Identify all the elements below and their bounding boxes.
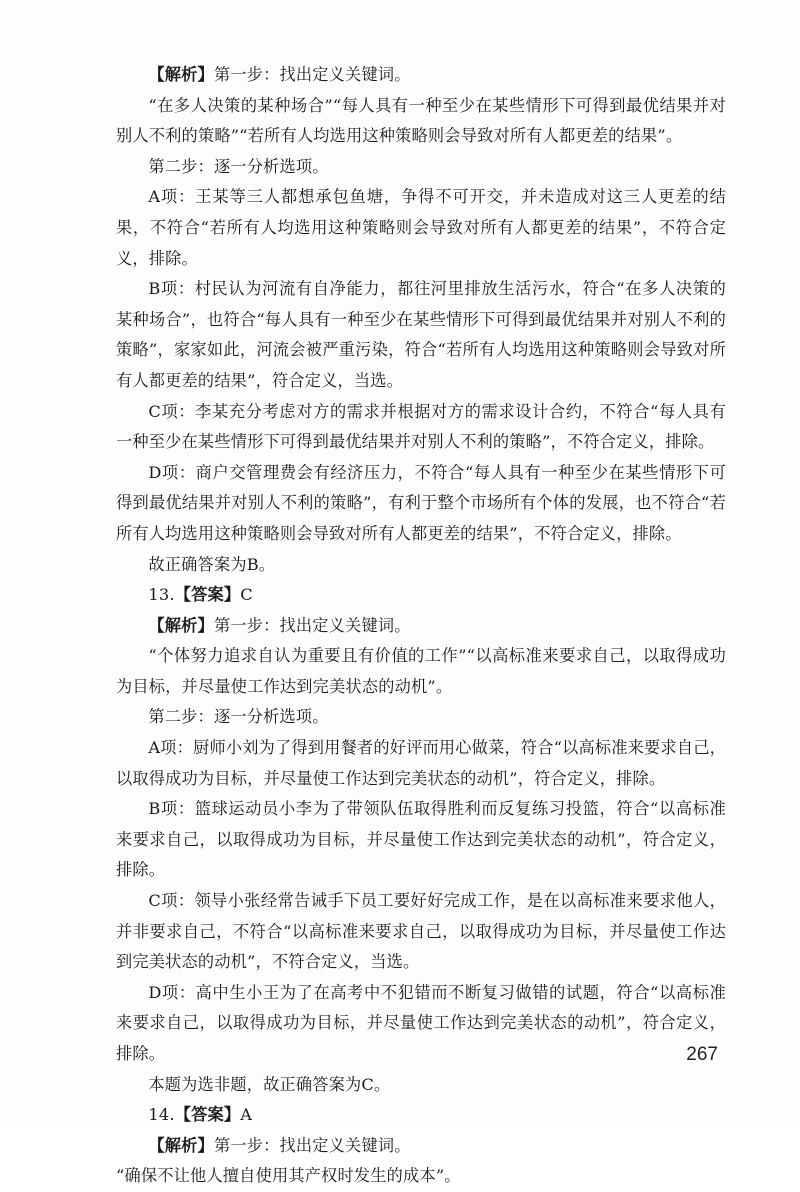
step-heading: 第二步：逐一分析选项。 bbox=[148, 707, 329, 727]
step-heading: 第二步：逐一分析选项。 bbox=[148, 156, 329, 176]
option-b-paragraph: B项：村民认为河流有自净能力，都往河里排放生活污水，符合“在多人决策的某种场合”，也符合“每人具有一种至少在某些情形下可得到最优结果并对别人不利的策略”，家家如此，河流会被严重污染，符合“若所有人均选用这种策略则会导致对所有人都更差的结果”，符合定义，当选。 bbox=[116, 279, 726, 390]
analysis-line bbox=[116, 60, 726, 91]
answer-line bbox=[116, 1100, 726, 1131]
option-b-paragraph: B项：篮球运动员小李为了带领队伍取得胜利而反复练习投篮，符合“以高标准来要求自己，以取得成功为目标，并尽量使工作达到完美状态的动机”，符合定义，排除。 bbox=[116, 799, 726, 880]
answer-value: A bbox=[240, 1105, 253, 1125]
answer-value: C bbox=[240, 585, 253, 605]
keyword-paragraph: “确保不让他人擅自使用其产权时发生的成本”。 bbox=[116, 1166, 461, 1186]
question-number: 13. bbox=[148, 585, 175, 605]
analysis-tag: 【解析】 bbox=[148, 65, 214, 84]
option-a-paragraph: A项：厨师小刘为了得到用餐者的好评而用心做菜，符合“以高标准来要求自己，以取得成功为目标，并尽量使工作达到完美状态的动机”，符合定义，排除。 bbox=[116, 738, 726, 788]
analysis-text: 第一步：找出定义关键词。 bbox=[213, 615, 411, 635]
option-d-paragraph: D项：商户交管理费会有经济压力，不符合“每人具有一种至少在某些情形下可得到最优结果并对别人不利的策略”，有利于整个市场所有个体的发展，也不符合“若所有人均选用这种策略则会导致对所有人都更差的结果”，不符合定义，排除。 bbox=[116, 462, 726, 543]
analysis-line bbox=[116, 611, 726, 642]
analysis-tag: 【解析】 bbox=[148, 1135, 214, 1155]
option-c-paragraph: C项：李某充分考虑对方的需求并根据对方的需求设计合约，不符合“每人具有一种至少在某些情形下可得到最优结果并对别人不利的策略”，不符合定义，排除。 bbox=[116, 401, 726, 452]
analysis-text: 第一步：找出定义关键词。 bbox=[213, 65, 411, 84]
answer-tag: 【答案】 bbox=[174, 585, 241, 605]
answer-line bbox=[116, 580, 726, 611]
analysis-tag: 【解析】 bbox=[148, 615, 214, 635]
option-d-paragraph: D项：高中生小王为了在高考中不犯错而不断复习做错的试题，符合“以高标准来要求自己，以取得成功为目标，并尽量使工作达到完美状态的动机”，符合定义，排除。 bbox=[116, 982, 726, 1063]
analysis-line bbox=[116, 1131, 726, 1162]
option-c-paragraph: C项：领导小张经常告诫手下员工要好好完成工作，是在以高标准来要求他人，并非要求自己，不符合“以高标准来要求自己，以取得成功为目标，并尽量使工作达到完美状态的动机”，不符合定义，当选。 bbox=[116, 891, 726, 972]
keyword-paragraph: “在多人决策的某种场合”“每人具有一种至少在某些情形下可得到最优结果并对别人不利的策略”“若所有人均选用这种策略则会导致对所有人都更差的结果”。 bbox=[116, 95, 726, 146]
keyword-paragraph: “个体努力追求自认为重要且有价值的工作”“以高标准来要求自己，以取得成功为目标，并尽量使工作达到完美状态的动机”。 bbox=[116, 646, 726, 696]
analysis-text: 第一步：找出定义关键词。 bbox=[213, 1135, 411, 1155]
conclusion-paragraph: 本题为选非题，故正确答案为C。 bbox=[148, 1074, 391, 1094]
question-number: 14. bbox=[148, 1105, 175, 1125]
answer-tag: 【答案】 bbox=[174, 1105, 241, 1125]
page-number: 267 bbox=[686, 1044, 718, 1065]
conclusion-paragraph: 故正确答案为B。 bbox=[148, 554, 276, 574]
option-a-paragraph: A项：王某等三人都想承包鱼塘，争得不可开交，并未造成对这三人更差的结果，不符合“若所有人均选用这种策略则会导致对所有人都更差的结果”，不符合定义，排除。 bbox=[116, 187, 726, 268]
page-body bbox=[116, 60, 726, 1192]
